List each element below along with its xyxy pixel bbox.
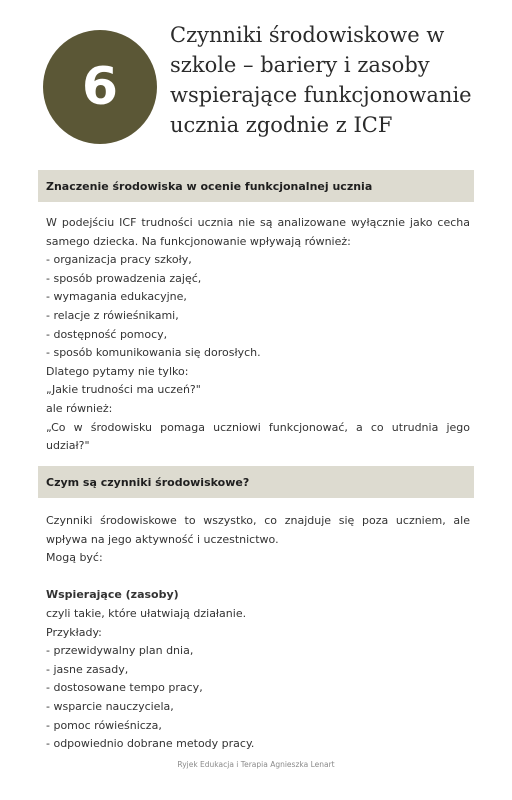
list-item: - pomoc rówieśnicza, [46,718,162,732]
list-item: - dostępność pomocy, [46,327,168,341]
question-environment: „Co w środowisku pomaga uczniowi funkcjonować, a co utrudnia jego udział?" [46,420,470,453]
list-item: - wymagania edukacyjne, [46,290,187,304]
spacer [46,568,470,587]
examples-label: Przykłady: [46,625,102,639]
list-item: - wsparcie nauczyciela, [46,699,174,713]
supporting-description: czyli takie, które ułatwiają działanie. [46,606,247,620]
list-item: - sposób komunikowania się dorosłych. [46,346,261,360]
definition-paragraph: Czynniki środowiskowe to wszystko, co znajduje się poza uczniem, ale wpływa na jego aktywność i uczestnictwo. [46,514,470,546]
section-environmental-factors [46,512,470,754]
list-item: - odpowiednio dobrane metody pracy. [46,737,255,751]
section-heading-environmental-factors: Czym są czynniki środowiskowe? [38,466,474,498]
section-heading-environment-importance: Znaczenie środowiska w ocenie funkcjonalnej ucznia [38,170,474,202]
supporting-title: Wspierające (zasoby) [46,588,179,602]
list-item: - relacje z rówieśnikami, [46,308,179,322]
list-item: - jasne zasady, [46,662,129,676]
badge-number: 6 [81,57,119,117]
section-environment-importance [46,214,470,456]
footer-credit: Ryjek Edukacja i Terapia Agnieszka Lenart [177,760,335,769]
intro-paragraph: W podejściu ICF trudności ucznia nie są analizowane wyłącznie jako cecha samego dziecka. Na funkcjonowanie wpływają również: [46,216,470,248]
number-badge [43,30,157,144]
list-item: - organizacja pracy szkoły, [46,253,192,267]
question-difficulties: „Jakie trudności ma uczeń?" [46,383,201,397]
list-item: - sposób prowadzenia zajęć, [46,271,202,285]
ask-line: Dlatego pytamy nie tylko: [46,364,189,378]
also-line: ale również: [46,401,113,415]
examples-list [46,642,470,754]
list-item: - dostosowane tempo pracy, [46,681,203,695]
may-be-line: Mogą być: [46,551,103,565]
page-title: Czynniki środowiskowe w szkole – bariery i zasoby wspierające funkcjonowanie ucznia zgodnie z ICF [170,23,472,137]
factors-list [46,251,470,363]
list-item: - przewidywalny plan dnia, [46,644,194,658]
